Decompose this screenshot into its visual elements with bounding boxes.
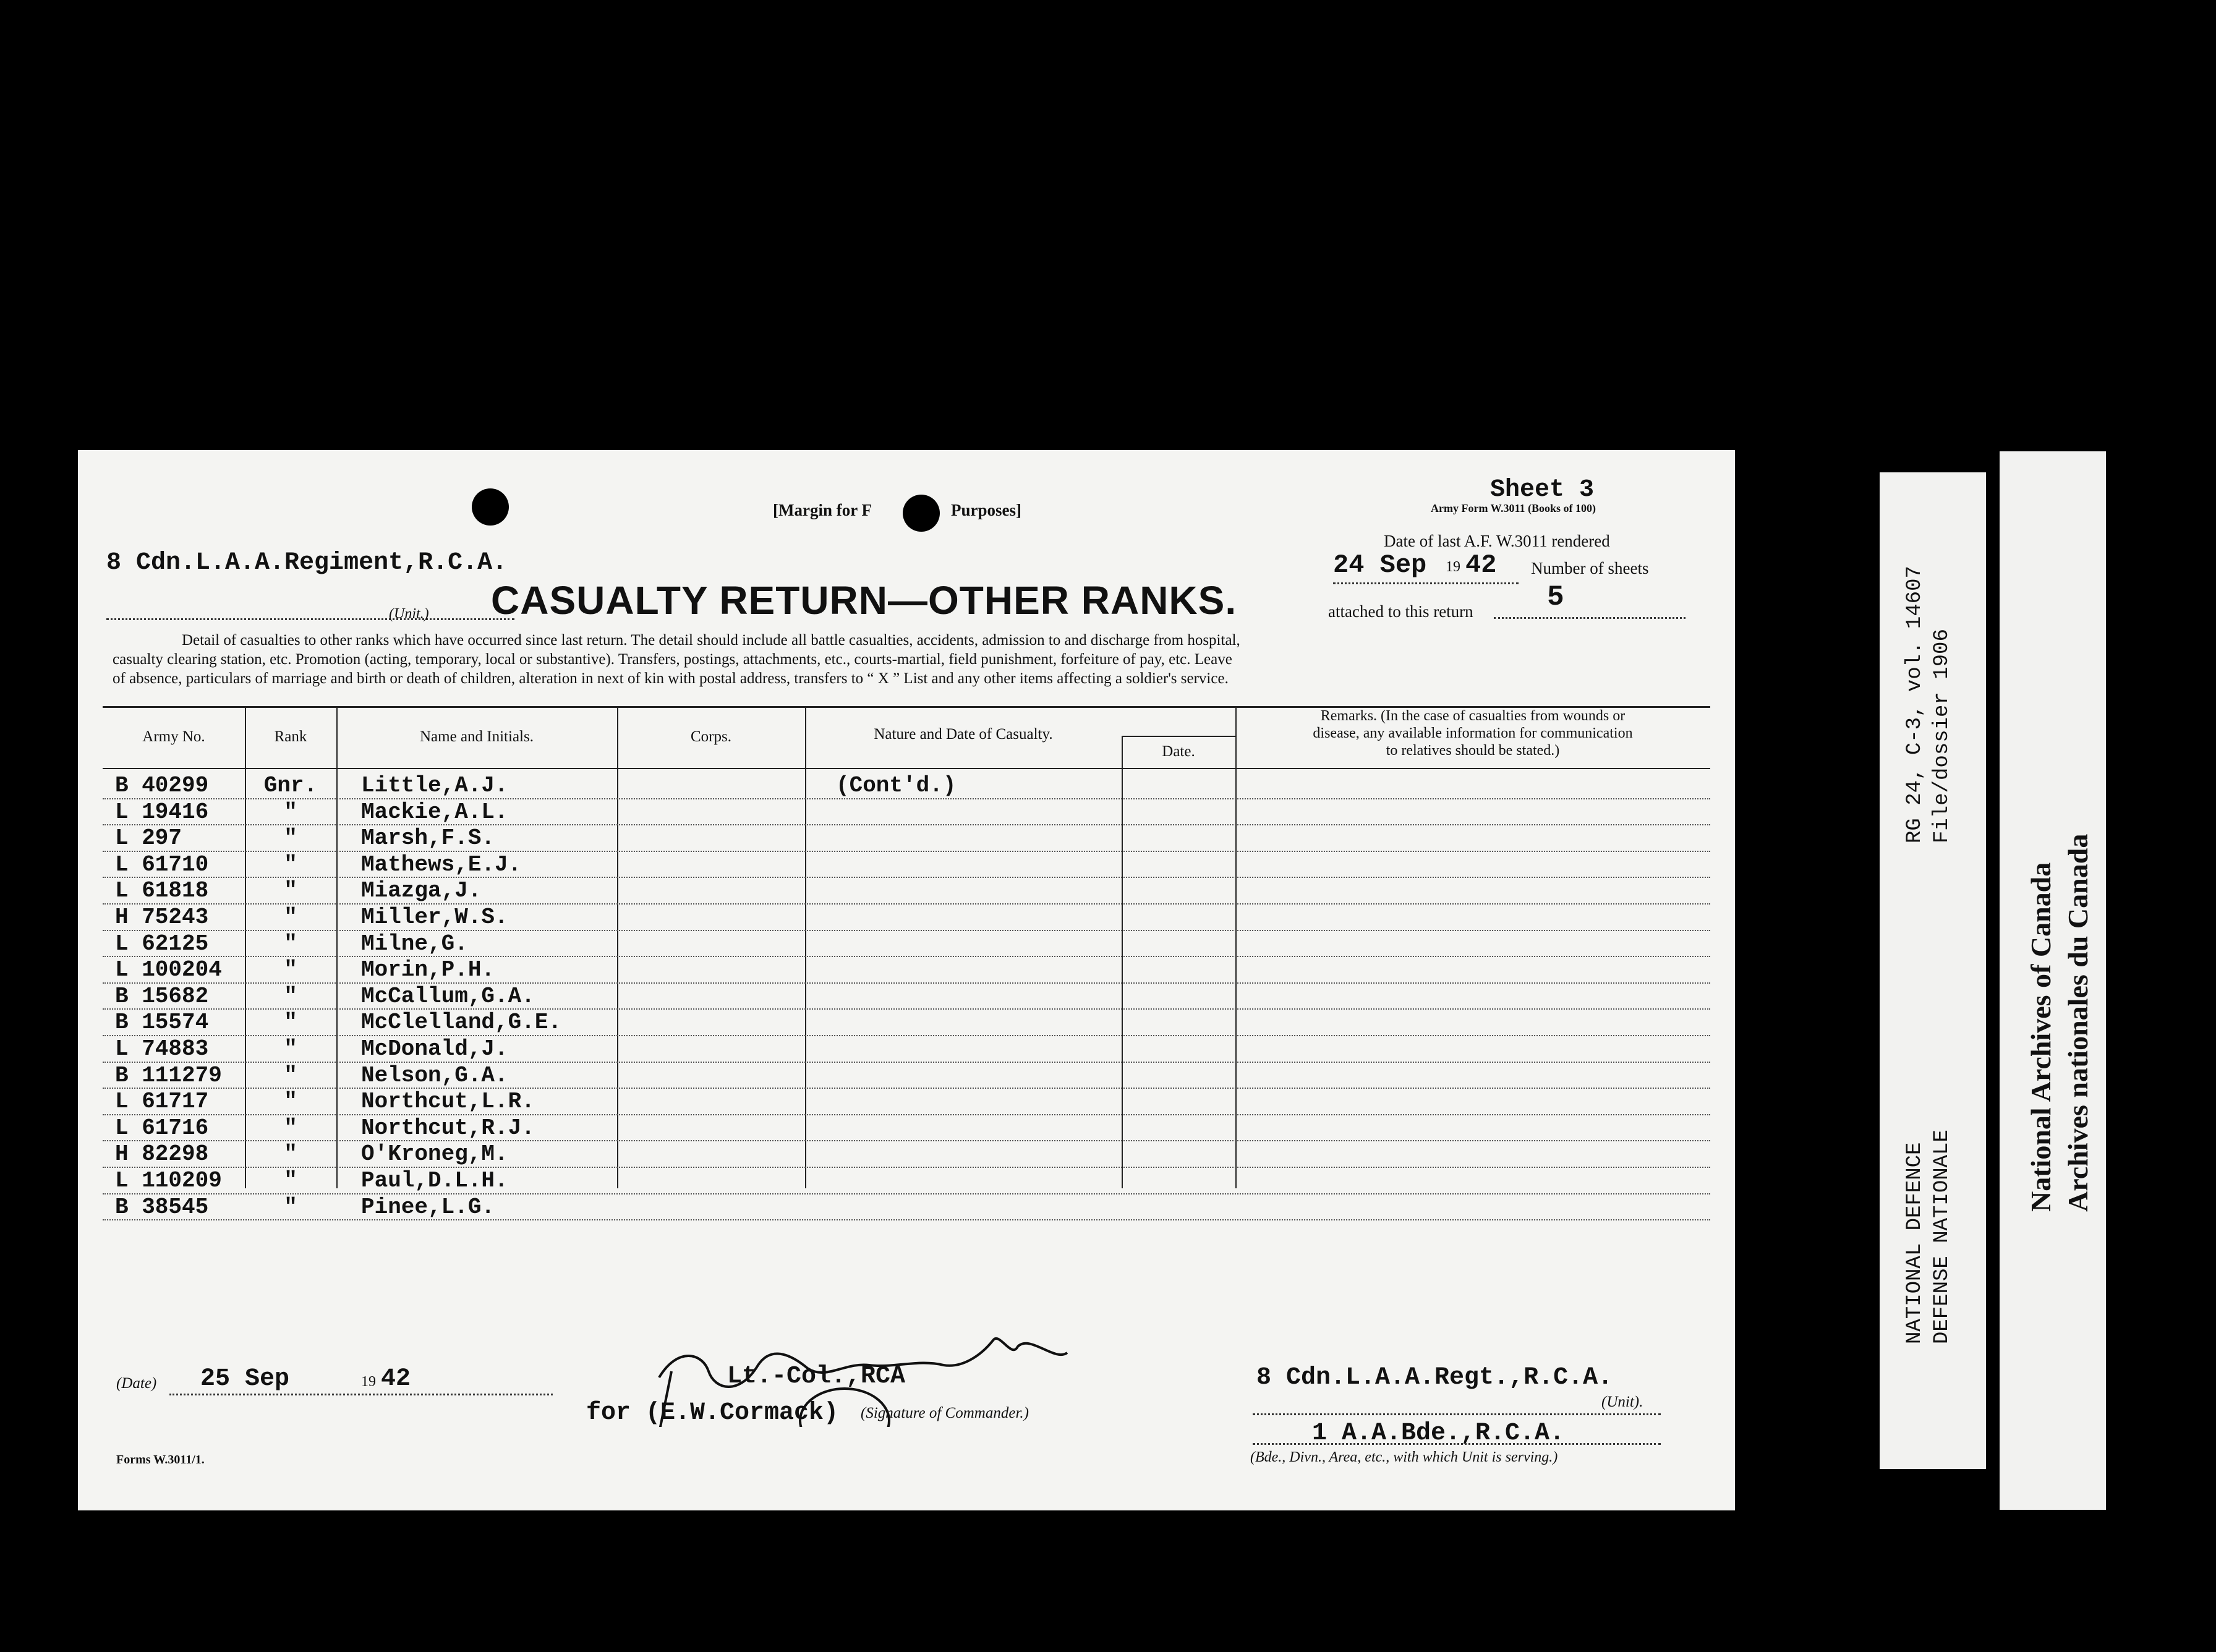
table-row — [103, 1062, 1710, 1089]
cell-rank: " — [284, 1010, 297, 1036]
num-sheets-value: 5 — [1547, 581, 1564, 613]
cell-army-no: B 111279 — [115, 1062, 222, 1088]
reference-line-1: RG 24, C-3, vol. 14607 — [1903, 566, 1927, 843]
cell-name: Miazga,J. — [361, 878, 482, 904]
cell-name: McCallum,G.A. — [361, 983, 535, 1009]
cell-rank: " — [284, 905, 297, 930]
cell-name: Morin,P.H. — [361, 957, 495, 983]
table-row — [103, 1114, 1710, 1142]
header-nature: Nature and Date of Casualty. — [874, 726, 1053, 743]
footer-unit-label: (Unit). — [1601, 1394, 1643, 1410]
header-remarks-line-2: disease, any available information for communication — [1313, 725, 1633, 741]
cell-rank: " — [284, 1141, 297, 1167]
casualty-return-form — [78, 450, 1735, 1510]
cell-name: McDonald,J. — [361, 1036, 508, 1062]
footer-unit-dotline — [1253, 1413, 1661, 1415]
cell-rank: " — [284, 851, 297, 877]
attached-label: attached to this return — [1328, 602, 1473, 621]
form-title: CASUALTY RETURN—OTHER RANKS. — [491, 578, 1237, 623]
commander-name: for (E.W.Cormack) — [586, 1399, 839, 1427]
margin-note-end: Purposes] — [951, 501, 1021, 519]
cell-rank: " — [284, 1194, 297, 1220]
footer-date-dotline — [169, 1394, 553, 1395]
table-row — [103, 930, 1710, 958]
cell-army-no: B 38545 — [115, 1194, 209, 1220]
header-corps: Corps. — [691, 728, 731, 745]
footer-date-value: 25 Sep — [200, 1365, 290, 1393]
archives-line-1: National Archives of Canada — [2025, 862, 2056, 1212]
cell-name: Miller,W.S. — [361, 905, 508, 930]
cell-army-no: B 15574 — [115, 1010, 209, 1036]
header-remarks — [1235, 707, 1710, 759]
table-row — [103, 851, 1710, 879]
footer-unit: 8 Cdn.L.A.A.Regt.,R.C.A. — [1256, 1364, 1613, 1392]
department-line-2: DEFENSE NATIONALE — [1930, 1130, 1954, 1344]
table-row — [103, 798, 1710, 826]
instructions-line-2: casualty clearing station, etc. Promotion (acting, temporary, local or substantive). Transfers, postings, attachments, etc., courts-martial, field punishment, forfeiture of pay, etc. Leave — [113, 651, 1232, 668]
cell-name: Pinee,L.G. — [361, 1194, 495, 1220]
cell-rank: " — [284, 1115, 297, 1141]
cell-army-no: B 15682 — [115, 983, 209, 1009]
cell-army-no: L 62125 — [115, 930, 209, 956]
table-row — [103, 1088, 1710, 1115]
header-bottom-rule — [103, 768, 1710, 769]
footer-year: 42 — [381, 1365, 411, 1393]
cell-army-no: L 100204 — [115, 957, 222, 983]
header-remarks-line-3: to relatives should be stated.) — [1386, 743, 1560, 759]
cell-rank: " — [284, 1089, 297, 1115]
table-row — [103, 772, 1710, 799]
cell-army-no: L 61716 — [115, 1115, 209, 1141]
header-date: Date. — [1162, 743, 1195, 760]
table-row — [103, 903, 1710, 931]
cell-rank: " — [284, 930, 297, 956]
cell-name: Mathews,E.J. — [361, 851, 522, 877]
signature-label: (Signature of Commander.) — [861, 1405, 1029, 1421]
cell-name: O'Kroneg,M. — [361, 1141, 508, 1167]
header-army-no: Army No. — [142, 728, 205, 745]
cell-name: Paul,D.L.H. — [361, 1168, 508, 1193]
cell-army-no: L 297 — [115, 825, 182, 851]
cell-army-no: L 61818 — [115, 878, 209, 904]
reference-card — [1880, 472, 1986, 1469]
cell-rank: " — [284, 983, 297, 1009]
unit-label: (Unit.) — [389, 606, 429, 622]
date-dotline — [1333, 582, 1519, 584]
num-sheets-label: Number of sheets — [1531, 559, 1649, 577]
cell-name: Milne,G. — [361, 930, 468, 956]
footer-date-label: (Date) — [116, 1375, 157, 1392]
footer-brigade-label: (Bde., Divn., Area, etc., with which Unit is serving.) — [1250, 1449, 1558, 1465]
cell-name: Mackie,A.L. — [361, 799, 508, 825]
table-row — [103, 824, 1710, 852]
instructions-line-1: Detail of casualties to other ranks which have occurred since last return. The detail should include all battle casualties, accidents, admission to and discharge from hospital, — [182, 632, 1240, 649]
cell-rank: " — [284, 1168, 297, 1193]
cell-name: Northcut,L.R. — [361, 1089, 535, 1115]
army-form-label: Army Form W.3011 (Books of 100) — [1431, 502, 1596, 514]
table-row — [103, 1035, 1710, 1063]
reference-line-2: File/dossier 1906 — [1930, 629, 1954, 843]
cell-rank: " — [284, 825, 297, 851]
last-return-date: 24 Sep — [1333, 550, 1427, 580]
archives-line-2: Archives nationales du Canada — [2062, 833, 2094, 1212]
table-row — [103, 982, 1710, 1010]
footer-brigade: 1 A.A.Bde.,R.C.A. — [1312, 1420, 1565, 1447]
cell-army-no: L 74883 — [115, 1036, 209, 1062]
cell-army-no: L 61710 — [115, 851, 209, 877]
table-row — [103, 1008, 1710, 1036]
cell-army-no: L 19416 — [115, 799, 209, 825]
punch-hole — [472, 488, 509, 526]
cell-name: Little,A.J. — [361, 773, 508, 798]
archives-card — [2000, 451, 2106, 1510]
last-return-year: 42 — [1465, 550, 1497, 580]
footer-year-prefix: 19 — [361, 1374, 376, 1390]
last-return-label: Date of last A.F. W.3011 rendered — [1384, 532, 1610, 550]
last-return-year-prefix: 19 — [1446, 559, 1460, 575]
cell-name: McClelland,G.E. — [361, 1010, 562, 1036]
header-rank: Rank — [274, 728, 307, 745]
cell-army-no: B 40299 — [115, 773, 209, 798]
cell-rank: " — [284, 878, 297, 904]
header-remarks-line-1: Remarks. (In the case of casualties from wounds or — [1320, 708, 1626, 724]
punch-hole — [903, 495, 940, 532]
unit-dotline — [106, 618, 514, 620]
commander-rank: Lt.-Col.,RCA — [727, 1363, 906, 1390]
instructions-line-3: of absence, particulars of marriage and birth or death of children, alteration in next of kin with postal address, transfers to “ X ” List and any other items affecting a soldier's service. — [113, 670, 1229, 687]
margin-note: [Margin for F — [773, 501, 872, 519]
unit-typed: 8 Cdn.L.A.A.Regiment,R.C.A. — [106, 549, 508, 577]
cell-army-no: H 75243 — [115, 905, 209, 930]
sheet-number: Sheet 3 — [1490, 476, 1595, 504]
cell-rank: " — [284, 1036, 297, 1062]
sheets-dotline — [1494, 617, 1685, 619]
table-row — [103, 877, 1710, 905]
footer-brigade-dotline — [1253, 1443, 1661, 1445]
cell-name: Northcut,R.J. — [361, 1115, 535, 1141]
cell-army-no: L 61717 — [115, 1089, 209, 1115]
forms-label: Forms W.3011/1. — [116, 1453, 205, 1467]
cell-rank: " — [284, 957, 297, 983]
cell-name: Marsh,F.S. — [361, 825, 495, 851]
cell-name: Nelson,G.A. — [361, 1062, 508, 1088]
table-row — [103, 1140, 1710, 1168]
cell-army-no: L 110209 — [115, 1168, 222, 1193]
table-row — [103, 1193, 1710, 1221]
cell-rank: " — [284, 799, 297, 825]
department-line-1: NATIONAL DEFENCE — [1903, 1142, 1927, 1344]
cell-rank: " — [284, 1062, 297, 1088]
table-row — [103, 956, 1710, 984]
table-row — [103, 1167, 1710, 1194]
cell-nature: (Cont'd.) — [836, 773, 957, 798]
cell-rank: Gnr. — [263, 773, 318, 798]
header-name: Name and Initials. — [420, 728, 534, 745]
cell-army-no: H 82298 — [115, 1141, 209, 1167]
date-subhead-rule — [1122, 736, 1235, 737]
